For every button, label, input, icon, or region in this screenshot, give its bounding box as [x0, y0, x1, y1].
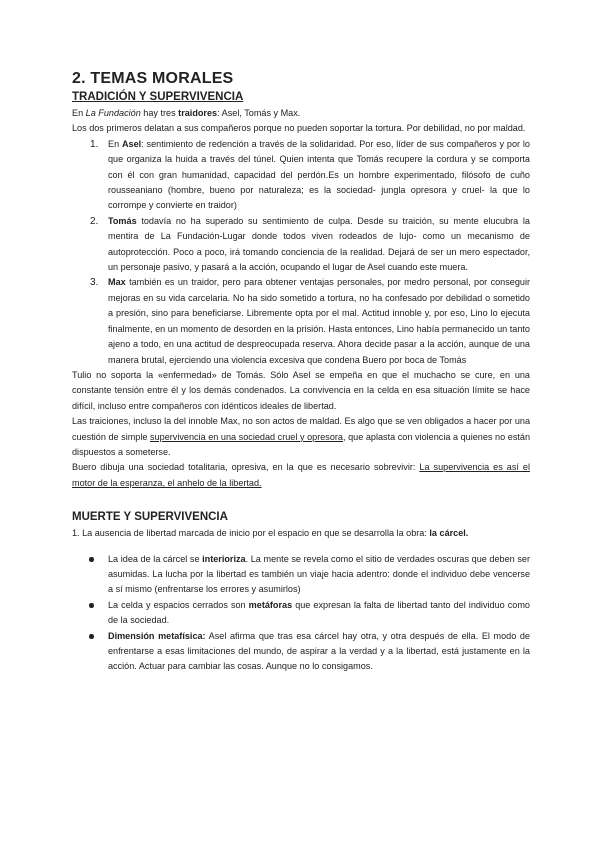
page-title: 2. TEMAS MORALES — [72, 70, 234, 87]
list-item: La idea de la cárcel se interioriza. La mente se revela como el sitio de verdades oscuras que deben ser asumidas. La lucha por la libertad es también un viaje hacia adentro: donde el individuo debe vencerse a sí mismo (enfrentarse los errores y asumirlos) — [72, 552, 530, 598]
list-item: 2. Tomás todavía no ha superado su sentimiento de culpa. Desde su traición, su mente elucubra la mentira de La Fundación-Lugar donde todos viven rodeados de lujo- como un mecanismo de autoprotección. Poco a poco, irá tomando conciencia de la realidad. Dejará de ser un mero espectador, un personaje pasivo, y pasará a la acción, ocupando el lugar de Asel cuando este muera. — [90, 215, 530, 273]
bullet-icon — [89, 557, 94, 562]
list-item: 1. En Asel: sentimiento de redención a través de la solidaridad. Por eso, líder de sus compañeros y por lo que organiza la huida a través del túnel. Quien intenta que Tomás recupere la cordura y se comporta con él con gran humanidad, capacidad del perdón.Es un hombre experimentado, filósofo de cuño rousseaniano (hombre, bueno por naturaleza; es la sociedad- jungla opresora y cruel- la que lo corrompe y convierte en traidor) — [90, 138, 530, 211]
section-heading-muerte: MUERTE Y SUPERVIVENCIA — [72, 511, 228, 524]
bullet-icon — [89, 634, 94, 639]
list-item: La celda y espacios cerrados son metáforas que expresan la falta de libertad tanto del individuo como de la sociedad. — [72, 598, 530, 629]
intro-paragraph: En La Fundación hay tres traidores: Asel, Tomás y Max. — [72, 108, 301, 118]
list-item: Dimensión metafísica: Asel afirma que tras esa cárcel hay otra, y otra después de ella. El modo de enfrentarse a esas limitaciones del mundo, de aspirar a la verdad y a la libertad, está justamente en la acción. Actuar para cambiar las cosas. Aunque no lo consigamos. — [72, 629, 530, 675]
paragraph-traiciones: Las traiciones, incluso la del innoble Max, no son actos de maldad. Es algo que se ven obligados a hacer por una cuestión de simple supervivencia en una sociedad cruel y opresora, que aplasta con violencia a quienes no están dispuestos a someterse. — [72, 416, 531, 457]
paragraph-traidores: Los dos primeros delatan a sus compañeros porque no pueden soportar la tortura. Por debilidad, no por maldad. — [72, 123, 526, 134]
list-item: 3. Max también es un traidor, pero para obtener ventajas personales, por medro personal, por conseguir mejoras en su vida carcelaria. No ha sido sometido a tortura, no ha confesado por debilidad o sometido a presión, sino para beneficiarse. Libremente opta por el mal. Actitud innoble y, por eso, Lino lo ejecuta finalmente, en un momento de desorden en la prisión. Hasta entonces, Lino había permanecido un tanto ajeno a todo, en una actitud de despreocupada reserva. Ahora decide pasar a la acción, aunque de una manera brutal, ejerciendo una violencia excesiva que condena Buero por boca de Tomás — [90, 277, 530, 365]
document-page — [72, 70, 530, 675]
bullet-list — [72, 552, 530, 675]
paragraph-tulio: Tulio no soporta la «enfermedad» de Tomás. Sólo Asel se empeña en que el muchacho se cure, en una constante tensión entre él y los demás condenados. La convivencia en la celda en esa situación límite se hace difícil, incluso entre compañeros con idénticos ideales de libertad. — [72, 369, 530, 411]
bullet-icon — [89, 603, 94, 608]
traitors-list — [72, 137, 530, 368]
section-heading-tradicion: TRADICIÓN Y SUPERVIVENCIA — [72, 91, 244, 103]
paragraph-carcel: 1. La ausencia de libertad marcada de inicio por el espacio en que se desarrolla la obra: la cárcel. — [72, 528, 469, 539]
work-title: La Fundación — [85, 108, 141, 118]
paragraph-sociedad: Buero dibuja una sociedad totalitaria, opresiva, en la que es necesario sobrevivir: La supervivencia es así el motor de la esperanza, el anhelo de la libertad. — [72, 462, 530, 488]
